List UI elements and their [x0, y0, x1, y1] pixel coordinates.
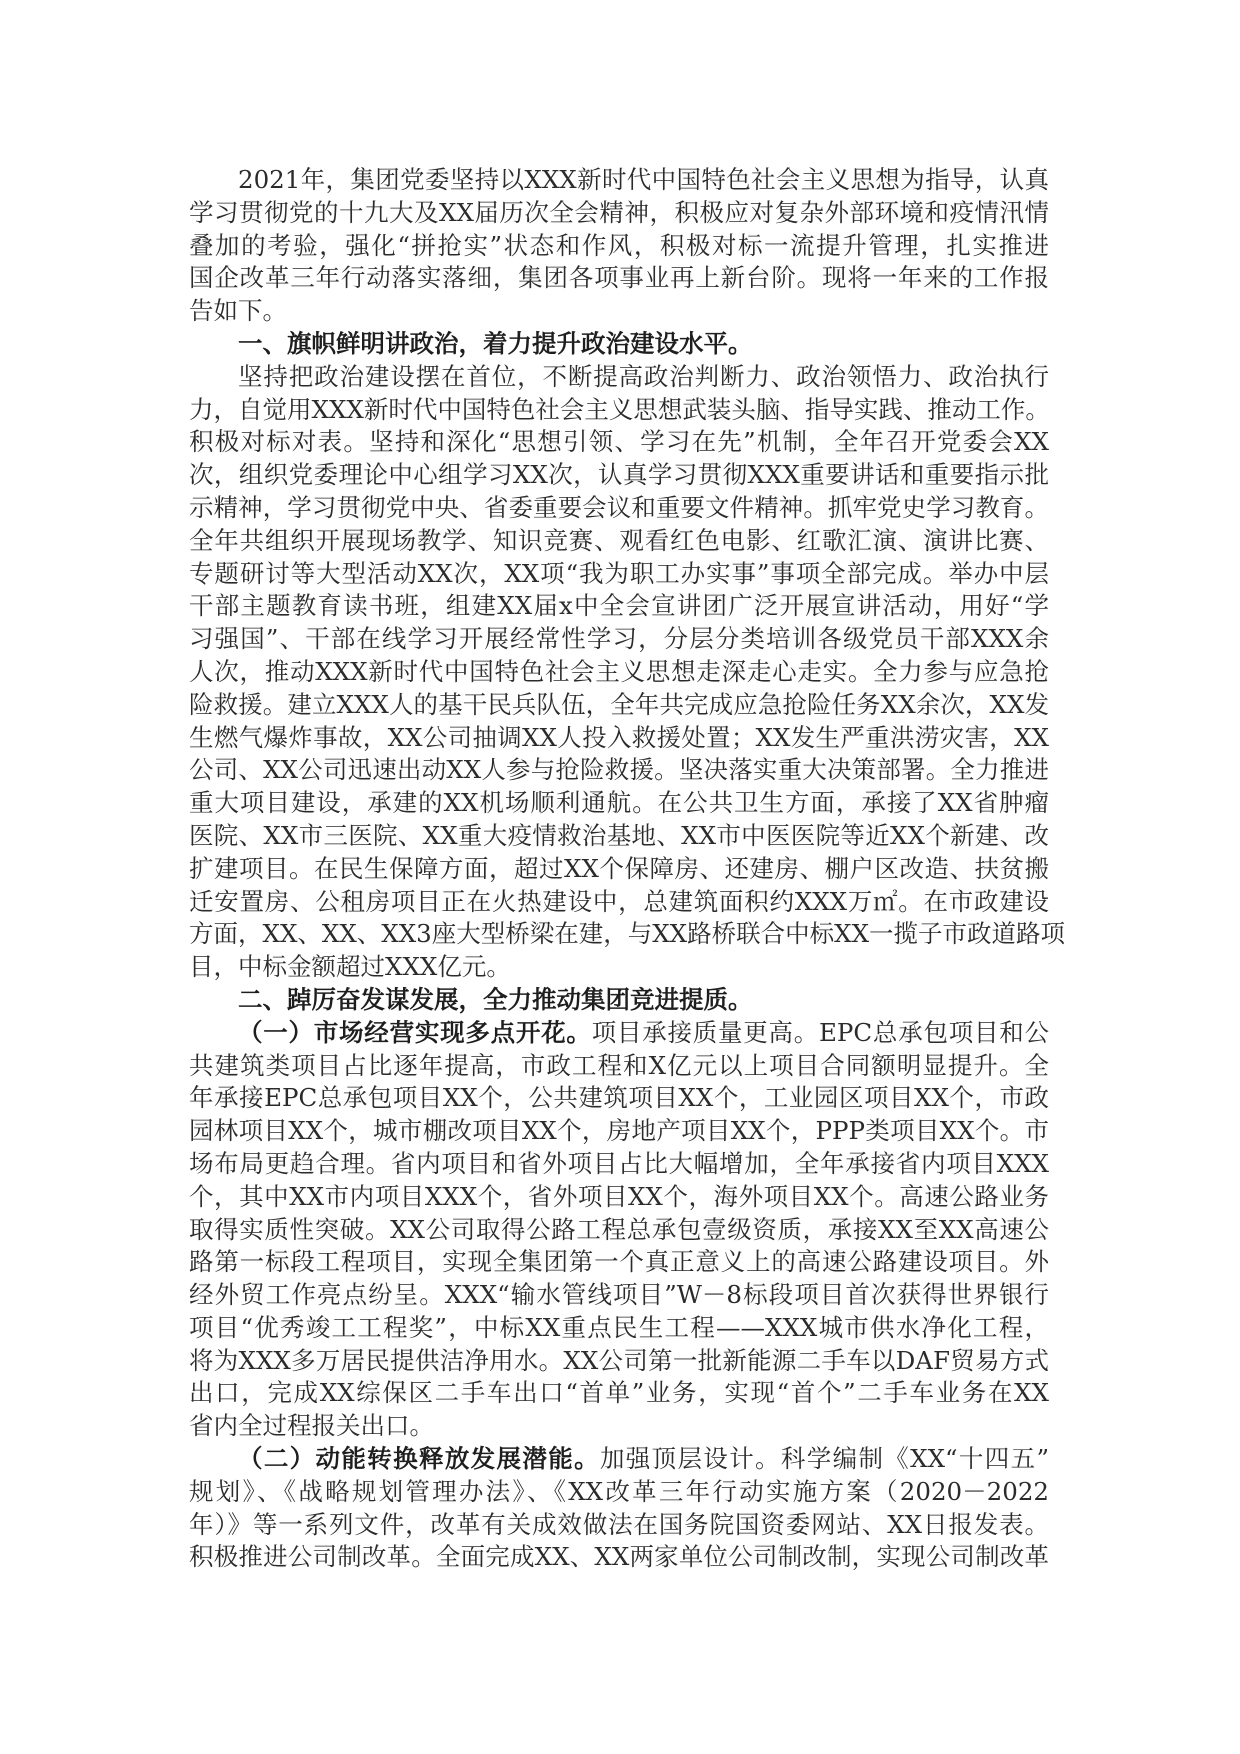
- text-line: [189, 1214, 1049, 1247]
- text-line: [189, 328, 1049, 361]
- text-line: [189, 197, 1049, 230]
- text-line: [189, 426, 1049, 459]
- text-line: [189, 787, 1049, 820]
- line-text: 项目“优秀竣工工程奖”，中标XX重点民生工程——XXX城市供水净化工程，: [189, 1312, 1049, 1342]
- text-line: [189, 1410, 1049, 1443]
- text-line: [189, 754, 1049, 787]
- section-heading: [189, 984, 1049, 1017]
- text-line: [189, 1148, 1049, 1181]
- subsection-lead: （一）市场经营实现多点开花。: [238, 1017, 592, 1047]
- line-text: 2021年，集团党委坚持以XXX新时代中国特色社会主义思想为指导，认真: [238, 165, 1049, 194]
- line-text: 干部主题教育读书班，组建XX届x中全会宣讲团广泛开展宣讲活动，用好“学: [189, 591, 1049, 621]
- line-text: 将为XXX多万居民提供洁净用水。XX公司第一批新能源二手车以DAF贸易方式: [189, 1345, 1049, 1375]
- text-line: [189, 1115, 1049, 1148]
- line-text: 出口，完成XX综保区二手车出口“首单”业务，实现“首个”二手车业务在XX: [189, 1378, 1049, 1408]
- text-line: [189, 1082, 1049, 1115]
- paragraph: [189, 1443, 1049, 1574]
- text-line: [189, 1017, 1049, 1050]
- text-line: [189, 262, 1049, 295]
- line-text: 经外贸工作亮点纷呈。XXX“输水管线项目”W－8标段项目首次获得世界银行: [189, 1280, 1049, 1310]
- line-text: 医院、XX市三医院、XX重大疫情救治基地、XX市中医医院等近XX个新建、改: [189, 820, 1049, 850]
- line-text: 国企改革三年行动落实落细，集团各项事业再上新台阶。现将一年来的工作报: [189, 263, 1049, 293]
- text-line: [189, 886, 1049, 919]
- text-line: [189, 1345, 1049, 1378]
- line-text: 人次，推动XXX新时代中国特色社会主义思想走深走心走实。全力参与应急抢: [189, 656, 1049, 686]
- text-line: [189, 1279, 1049, 1312]
- line-text: 积极对标对表。坚持和深化“思想引领、学习在先”机制，全年召开党委会XX: [189, 427, 1049, 457]
- line-text: 项目承接质量更高。EPC总承包项目和公: [591, 1017, 1050, 1047]
- line-text: 重大项目建设，承建的XX机场顺利通航。在公共卫生方面，承接了XX省肿瘤: [189, 788, 1049, 818]
- line-text: 目，中标金额超过XXX亿元。: [189, 952, 511, 982]
- subsection-lead: （二）动能转换释放发展潜能。: [238, 1444, 600, 1474]
- text-line: [189, 590, 1049, 623]
- text-line: [189, 820, 1049, 853]
- paragraph: [189, 164, 1049, 328]
- line-text: 省内全过程报关出口。: [189, 1411, 434, 1441]
- text-line: [189, 656, 1049, 689]
- line-text: 学习贯彻党的十九大及XX届历次全会精神，积极应对复杂外部环境和疫情汛情: [189, 197, 1049, 227]
- document-page: [189, 164, 1066, 1574]
- text-line: [189, 1509, 1049, 1542]
- line-text: 场布局更趋合理。省内项目和省外项目占比大幅增加，全年承接省内项目XXX: [189, 1148, 1049, 1178]
- text-line: [189, 918, 1066, 951]
- line-text: 个，其中XX市内项目XXX个，省外项目XX个，海外项目XX个。高速公路业务: [189, 1181, 1049, 1211]
- line-text: 坚持把政治建设摆在首位，不断提高政治判断力、政治领悟力、政治执行: [238, 361, 1049, 391]
- text-line: [189, 853, 1049, 886]
- paragraph: [189, 1017, 1049, 1443]
- line-text: 全年共组织开展现场教学、知识竞赛、观看红色电影、红歌汇演、演讲比赛、: [189, 525, 1049, 555]
- text-line: [189, 525, 1049, 558]
- line-text: 生燃气爆炸事故，XX公司抽调XX人投入救援处置；XX发生严重洪涝灾害，XX: [189, 722, 1049, 752]
- text-line: [189, 1377, 1049, 1410]
- text-line: [189, 1312, 1049, 1345]
- text-line: [189, 230, 1049, 263]
- line-text: 积极推进公司制改革。全面完成XX、XX两家单位公司制改制，实现公司制改革: [189, 1542, 1049, 1572]
- text-line: [189, 361, 1049, 394]
- text-line: [189, 1541, 1049, 1574]
- text-line: [189, 951, 1049, 984]
- heading-text: 二、踔厉奋发谋发展，全力推动集团竞进提质。: [238, 984, 753, 1014]
- text-line: [189, 459, 1049, 492]
- text-line: [189, 164, 1049, 197]
- text-line: [189, 623, 1049, 656]
- text-line: [189, 558, 1049, 591]
- text-line: [189, 1181, 1049, 1214]
- line-text: 示精神，学习贯彻党中央、省委重要会议和重要文件精神。抓牢党史学习教育。: [189, 492, 1049, 522]
- text-line: [189, 394, 1049, 427]
- section-heading: [189, 328, 1049, 361]
- line-text: 习强国”、干部在线学习开展经常性学习，分层分类培训各级党员干部XXX余: [189, 624, 1049, 654]
- line-text: 园林项目XX个，城市棚改项目XX个，房地产项目XX个，PPP类项目XX个。市: [189, 1116, 1049, 1146]
- text-line: [189, 1050, 1049, 1083]
- line-text: 年承接EPC总承包项目XX个，公共建筑项目XX个，工业园区项目XX个，市政: [189, 1083, 1049, 1113]
- line-text: 次，组织党委理论中心组学习XX次，认真学习贯彻XXX重要讲话和重要指示批: [189, 460, 1049, 490]
- text-line: [189, 295, 1049, 328]
- line-text: 叠加的考验，强化“拼抢实”状态和作风，积极对标一流提升管理，扎实推进: [189, 230, 1049, 260]
- line-text: 险救援。建立XXX人的基干民兵队伍，全年共完成应急抢险任务XX余次，XX发: [189, 689, 1049, 719]
- line-text: 专题研讨等大型活动XX次，XX项“我为职工办实事”事项全部完成。举办中层: [189, 558, 1049, 588]
- paragraph: [189, 361, 1066, 984]
- text-line: [189, 689, 1049, 722]
- line-text: 取得实质性突破。XX公司取得公路工程总承包壹级资质，承接XX至XX高速公: [189, 1214, 1049, 1244]
- line-text: 力，自觉用XXX新时代中国特色社会主义思想武装头脑、指导实践、推动工作。: [189, 394, 1050, 424]
- line-text: 加强顶层设计。科学编制《XX“十四五”: [599, 1444, 1050, 1474]
- heading-text: 一、旗帜鲜明讲政治，着力提升政治建设水平。: [238, 328, 753, 358]
- line-text: 规划》、《战略规划管理办法》、《XX改革三年行动实施方案（2020－2022: [189, 1476, 1049, 1506]
- line-text: 方面，XX、XX、XX3座大型桥梁在建，与XX路桥联合中标XX一揽子市政道路项: [189, 919, 1066, 949]
- text-line: [189, 1246, 1049, 1279]
- text-line: [189, 492, 1049, 525]
- line-text: 迁安置房、公租房项目正在火热建设中，总建筑面积约XXX万㎡。在市政建设: [189, 886, 1049, 916]
- line-text: 年）》等一系列文件，改革有关成效做法在国务院国资委网站、XX日报发表。: [189, 1509, 1049, 1539]
- line-text: 告如下。: [189, 296, 287, 326]
- text-line: [189, 984, 1049, 1017]
- text-line: [189, 1443, 1049, 1476]
- line-text: 扩建项目。在民生保障方面，超过XX个保障房、还建房、棚户区改造、扶贫搬: [189, 853, 1049, 883]
- line-text: 路第一标段工程项目，实现全集团第一个真正意义上的高速公路建设项目。外: [189, 1247, 1049, 1277]
- text-line: [189, 722, 1049, 755]
- line-text: 公司、XX公司迅速出动XX人参与抢险救援。坚决落实重大决策部署。全力推进: [189, 755, 1049, 785]
- text-line: [189, 1476, 1049, 1509]
- line-text: 共建筑类项目占比逐年提高，市政工程和X亿元以上项目合同额明显提升。全: [189, 1050, 1049, 1080]
